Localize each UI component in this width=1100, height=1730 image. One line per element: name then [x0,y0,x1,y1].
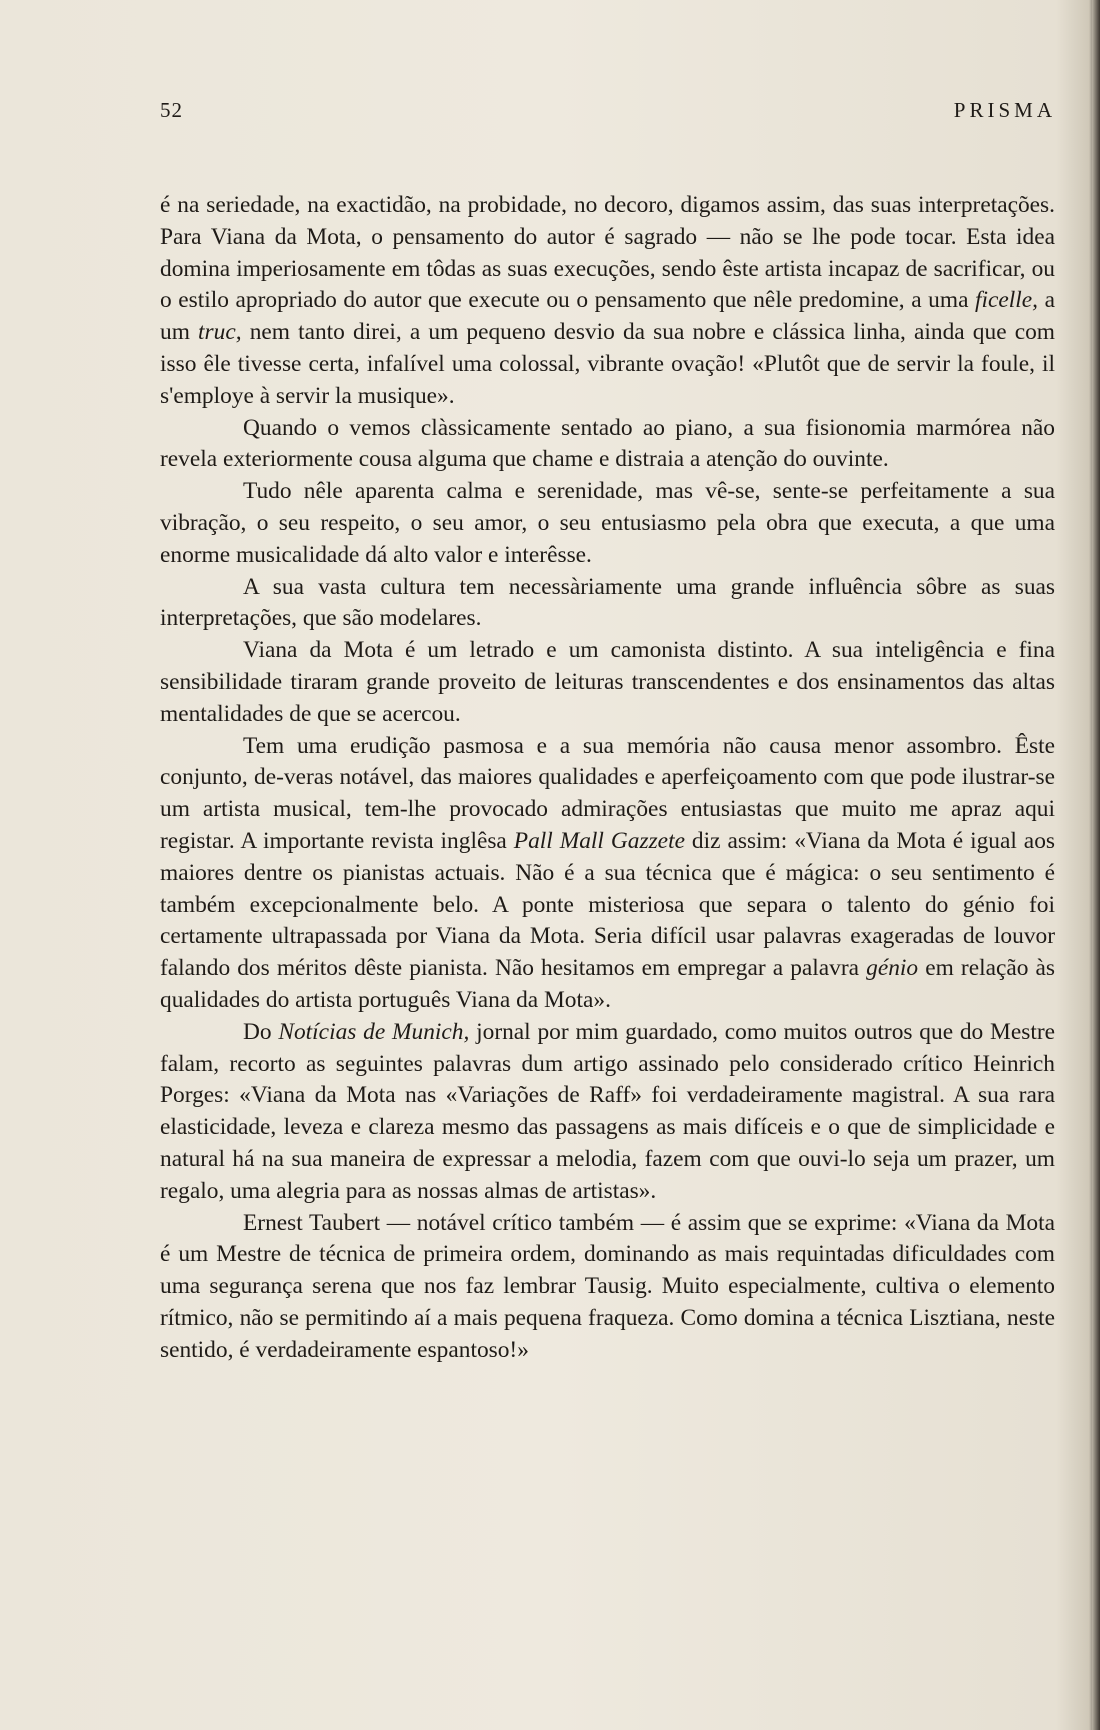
paragraph [160,1208,1055,1367]
italic-segment: truc, [198,319,242,346]
text-segment: em relação às qualidades do artista português Viana da Mota». [160,955,1055,1013]
text-segment: Viana da Mota é um letrado e um camonista distinto. A sua inteligência e fina sensibilidade tiraram grande proveito de leituras transcendentes e dos ensinamentos das altas mentalidades de que se acercou. [160,637,1055,727]
text-segment: Do [243,1018,279,1045]
text-segment: jornal por mim guardado, como muitos outros que do Mestre falam, recorto as seguintes palavras dum artigo assinado pelo considerado crítico Heinrich Porges: «Viana da Mota nas «Variações de Raff» foi verdadeiramente magistral. A sua rara elasticidade, leveza e clareza mesmo das passagens as mais difíceis e o que de simplicidade e natural há na sua maneira de expressar a melodia, fazem com que ouvi-lo seja um prazer, um regalo, uma alegria para as nossas almas de artistas». [160,1018,1055,1204]
paragraph [160,731,1055,1017]
paragraph [160,572,1055,636]
text-segment: nem tanto direi, a um pequeno desvio da sua nobre e clássica linha, ainda que com isso êle tivesse certa, infalível uma colossal, vibrante ovação! «Plutôt que de servir la foule, il s'employe à servir la musique». [160,319,1055,409]
paragraph [160,190,1055,413]
book-spine-edge [1092,0,1100,1730]
italic-segment: Notícias de Munich, [278,1018,470,1045]
paragraph [160,1017,1055,1208]
page-header [160,98,1056,128]
text-segment: diz assim: «Viana da Mota é igual aos maiores dentre os pianistas actuais. Não é a sua técnica que é mágica: o seu sentimento é também excepcionalmente belo. A ponte misteriosa que separa o talento do génio foi certamente ultrapassada por Viana da Mota. Seria difícil usar palavras exageradas de louvor falando dos méritos dêste pianista. Não hesitamos em empregar a palavra [160,827,1055,982]
paragraph [160,476,1055,571]
text-segment: A sua vasta cultura tem necessàriamente uma grande influência sôbre as suas interpretações, que são modelares. [160,573,1055,632]
paragraph [160,635,1055,730]
body-text [160,190,1055,1366]
paragraph [160,413,1055,477]
text-segment: é na seriedade, na exactidão, na probidade, no decoro, digamos assim, das suas interpretações. Para Viana da Mota, o pensamento do autor é sagrado — não se lhe pode tocar. Esta idea domina imperiosamente em tôdas as suas execuções, sendo êste artista incapaz de sacrificar, ou o estilo apropriado do autor que execute ou o pensamento que nêle predomine, a uma [160,192,1055,314]
page-number: 52 [160,98,183,122]
text-segment: Quando o vemos clàssicamente sentado ao piano, a sua fisionomia marmórea não revela exteriormente cousa alguma que chame e distraia a atenção do ouvinte. [160,414,1055,473]
italic-segment: Pall Mall Gazzete [513,827,685,854]
italic-segment: ficelle, [975,287,1039,314]
italic-segment: génio [866,955,919,982]
text-segment: a um [160,287,1055,346]
running-head: PRISMA [953,98,1056,122]
text-segment: Tem uma erudição pasmosa e a sua memória não causa menor assombro. Êste conjunto, de-veras notável, das maiores qualidades e aperfeiçoamento com que pode ilustrar-se um artista musical, tem-lhe provocado admirações entusiastas que muito me apraz aqui registar. A importante revista inglêsa [160,732,1055,854]
text-segment: Ernest Taubert — notável crítico também — é assim que se exprime: «Viana da Mota é um Mestre de técnica de primeira ordem, dominando as mais requintadas dificuldades com uma segurança serena que nos faz lembrar Tausig. Muito especialmente, cultiva o elemento rítmico, não se permitindo aí a mais pequena fraqueza. Como domina a técnica Lisztiana, neste sentido, é verdadeiramente espantoso!» [160,1209,1055,1363]
text-segment: Tudo nêle aparenta calma e serenidade, mas vê-se, sente-se perfeitamente a sua vibração, o seu respeito, o seu amor, o seu entusiasmo pela obra que executa, a que uma enorme musicalidade dá alto valor e interêsse. [160,478,1055,568]
